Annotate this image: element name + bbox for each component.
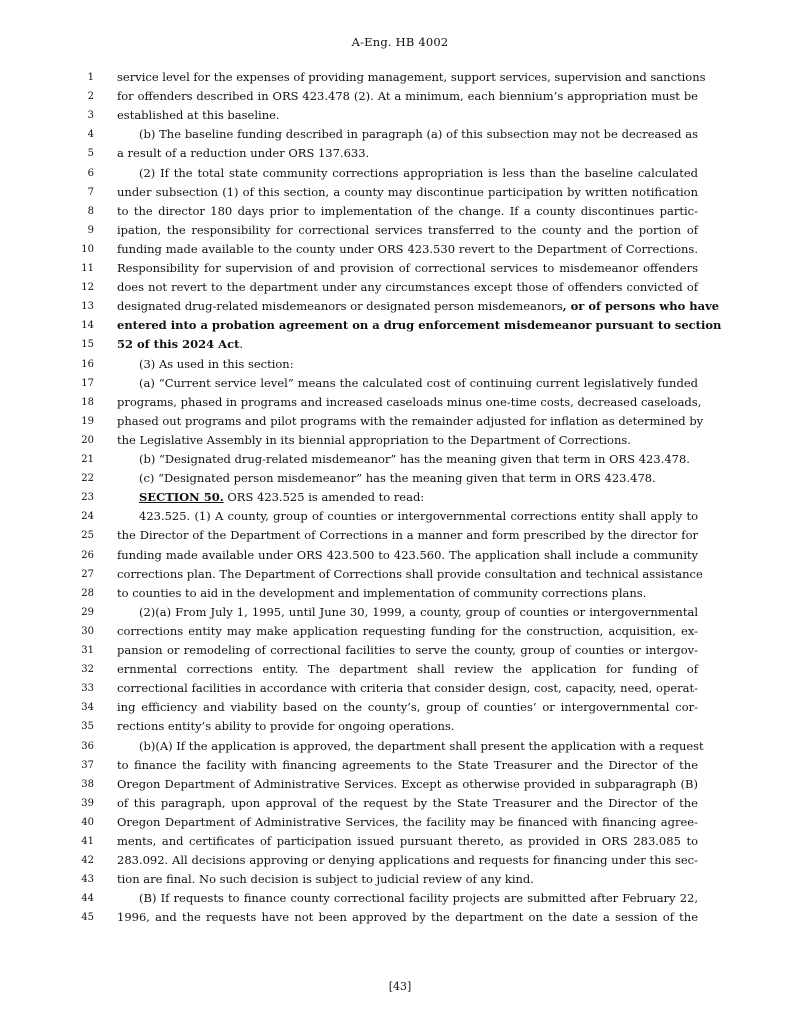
line-number: 4 <box>87 129 94 141</box>
line-number: 30 <box>81 625 94 637</box>
line-number: 13 <box>81 301 94 313</box>
line-number: 33 <box>81 683 94 695</box>
document-line <box>0 737 800 756</box>
line-text: (b) The baseline funding described in paragraph (a) of this subsection may not be decreased as <box>139 127 698 142</box>
document-line <box>0 393 800 412</box>
document-line <box>0 717 800 736</box>
line-number: 34 <box>81 702 94 714</box>
line-text: (2)(a) From July 1, 1995, until June 30, 1999, a county, group of counties or intergovernmental <box>139 604 698 619</box>
line-text: for offenders described in ORS 423.478 (2). At a minimum, each biennium’s appropriation must be <box>117 89 698 104</box>
document-line <box>0 335 800 354</box>
document-line <box>0 908 800 927</box>
document-line <box>0 660 800 679</box>
line-text: to counties to aid in the development and implementation of community corrections plans. <box>117 585 647 600</box>
line-number: 1 <box>87 72 94 83</box>
line-text: corrections entity may make application requesting funding for the construction, acquisition, ex- <box>117 623 698 638</box>
document-line <box>0 526 800 545</box>
line-text: Oregon Department of Administrative Services. Except as otherwise provided in subparagraph (B) <box>117 776 698 791</box>
document-line <box>0 565 800 584</box>
line-number: 22 <box>81 473 94 485</box>
document-line <box>0 698 800 717</box>
line-number: 40 <box>81 816 94 828</box>
line-number: 44 <box>81 893 94 905</box>
line-number: 45 <box>81 912 94 924</box>
line-number: 32 <box>81 664 94 676</box>
document-line <box>0 355 800 374</box>
line-text: (c) “Designated person misdemeanor” has the meaning given that term in ORS 423.478. <box>139 471 656 486</box>
line-number: 27 <box>81 568 94 580</box>
document-line <box>0 125 800 144</box>
line-text: SECTION 50. ORS 423.525 is amended to read: <box>139 490 425 505</box>
line-number: 31 <box>81 645 94 656</box>
line-number: 7 <box>87 186 94 198</box>
line-text: established at this baseline. <box>117 108 280 123</box>
document-line <box>0 316 800 335</box>
line-text: ments, and certificates of participation issued pursuant thereto, as provided in ORS 283.085 to <box>117 834 698 848</box>
line-number: 36 <box>81 740 94 752</box>
document-line <box>0 507 800 526</box>
document-line <box>0 68 800 87</box>
line-text: funding made available to the county under ORS 423.530 revert to the Department of Corrections. <box>117 241 698 256</box>
document-line <box>0 679 800 698</box>
line-number: 28 <box>81 587 94 599</box>
line-number: 23 <box>81 492 94 504</box>
line-text: to the director 180 days prior to implementation of the change. If a county discontinues partic- <box>117 203 698 218</box>
line-number: 38 <box>81 778 94 790</box>
line-text: pansion or remodeling of correctional facilities to serve the county, group of counties or intergov- <box>117 643 698 657</box>
line-number: 26 <box>81 549 94 561</box>
document-line <box>0 450 800 469</box>
line-number: 25 <box>81 530 94 542</box>
line-text: (B) If requests to finance county correctional facility projects are submitted after February 22, <box>139 891 698 906</box>
document-line <box>0 431 800 450</box>
line-number: 6 <box>87 167 94 179</box>
line-number: 8 <box>87 205 94 217</box>
document-line <box>0 469 800 488</box>
line-text: tion are final. No such decision is subject to judicial review of any kind. <box>117 872 534 887</box>
document-line <box>0 106 800 125</box>
line-number: 10 <box>81 243 94 255</box>
line-text: 52 of this 2024 Act. <box>117 337 244 352</box>
document-line <box>0 870 800 889</box>
line-number: 29 <box>81 606 94 618</box>
document-line <box>0 164 800 183</box>
line-text: phased out programs and pilot programs with the remainder adjusted for inflation as determined by <box>117 413 704 428</box>
line-text: programs, phased in programs and increased caseloads minus one-time costs, decreased caseloads, <box>117 394 702 409</box>
line-number: 14 <box>81 320 94 332</box>
line-text: (2) If the total state community corrections appropriation is less than the baseline calculated <box>139 165 698 180</box>
line-number: 35 <box>81 721 94 733</box>
document-line <box>0 183 800 202</box>
document-line <box>0 889 800 908</box>
document-line <box>0 622 800 641</box>
document-line <box>0 775 800 794</box>
document-line <box>0 221 800 240</box>
line-text: 1996, and the requests have not been approved by the department on the date a session of the <box>117 910 698 925</box>
document-line <box>0 851 800 870</box>
document-line <box>0 813 800 832</box>
line-number: 12 <box>81 282 94 294</box>
line-number: 42 <box>81 855 94 867</box>
line-number: 17 <box>81 377 94 389</box>
line-text: funding made available under ORS 423.500 to 423.560. The application shall include a community <box>117 547 698 562</box>
line-text: (b) “Designated drug-related misdemeanor” has the meaning given that term in ORS 423.478. <box>139 452 690 466</box>
line-text: rections entity’s ability to provide for ongoing operations. <box>117 719 455 734</box>
document-line <box>0 641 800 660</box>
page-header: A-Eng. HB 4002 <box>351 35 449 49</box>
line-text: (a) “Current service level” means the calculated cost of continuing current legislatively funded <box>139 375 698 390</box>
document-line <box>0 144 800 163</box>
document-line <box>0 794 800 813</box>
line-text: to finance the facility with financing agreements to the State Treasurer and the Director of the <box>117 757 698 772</box>
line-text: service level for the expenses of providing management, support services, supervision and sanctions <box>117 70 706 84</box>
line-number: 37 <box>81 759 94 771</box>
document-line <box>0 297 800 316</box>
document-line <box>0 546 800 565</box>
line-number: 20 <box>81 434 94 446</box>
line-text: a result of a reduction under ORS 137.633. <box>117 146 370 161</box>
document-line <box>0 374 800 393</box>
line-number: 3 <box>87 110 94 122</box>
line-text: does not revert to the department under any circumstances except those of offenders convicted of <box>117 280 698 295</box>
line-number: 21 <box>81 454 94 465</box>
line-text: Responsibility for supervision of and provision of correctional services to misdemeanor offenders <box>117 261 698 275</box>
line-number: 2 <box>87 91 94 103</box>
line-text: under subsection (1) of this section, a county may discontinue participation by written notification <box>117 184 698 199</box>
line-number: 5 <box>87 148 94 160</box>
line-text: the Director of the Department of Corrections in a manner and form prescribed by the director for <box>117 528 698 543</box>
line-text: ipation, the responsibility for correctional services transferred to the county and the portion of <box>117 222 698 237</box>
document-line <box>0 832 800 851</box>
line-text: (b)(A) If the application is approved, the department shall present the application with a request <box>139 738 704 753</box>
document-line <box>0 584 800 603</box>
line-number: 43 <box>81 874 94 886</box>
line-number: 11 <box>81 263 94 274</box>
line-number: 41 <box>81 836 94 847</box>
document-line <box>0 488 800 507</box>
line-number: 39 <box>81 797 94 809</box>
line-number: 18 <box>81 396 94 408</box>
line-text: correctional facilities in accordance with criteria that consider design, cost, capacity, need, operat- <box>117 681 698 696</box>
line-number: 9 <box>87 224 94 236</box>
line-number: 24 <box>81 511 94 523</box>
line-number: 15 <box>81 339 94 351</box>
line-text: ernmental corrections entity. The department shall review the application for funding of <box>117 662 698 677</box>
document-line <box>0 202 800 221</box>
line-text: the Legislative Assembly in its biennial appropriation to the Department of Corrections. <box>117 432 631 447</box>
line-text: (3) As used in this section: <box>139 356 294 371</box>
document-line <box>0 259 800 278</box>
line-text: ing efficiency and viability based on the county’s, group of counties’ or intergovernmental cor- <box>117 700 698 715</box>
line-text: of this paragraph, upon approval of the request by the State Treasurer and the Director of the <box>117 795 698 810</box>
document-line <box>0 412 800 431</box>
line-text: 283.092. All decisions approving or denying applications and requests for financing under this sec- <box>117 853 698 868</box>
document-line <box>0 278 800 297</box>
line-number: 19 <box>81 415 94 427</box>
line-text: entered into a probation agreement on a drug enforcement misdemeanor pursuant to section <box>117 318 722 333</box>
document-line <box>0 87 800 106</box>
document-line <box>0 603 800 622</box>
page-number: [43] <box>388 980 412 993</box>
line-text: corrections plan. The Department of Corrections shall provide consultation and technical assistance <box>117 566 703 581</box>
line-number: 16 <box>81 358 94 370</box>
line-text: designated drug-related misdemeanors or designated person misdemeanors, or of persons who have <box>117 299 720 314</box>
document-line <box>0 240 800 259</box>
document-line <box>0 756 800 775</box>
line-text: Oregon Department of Administrative Services, the facility may be financed with financing agree- <box>117 814 698 829</box>
line-text: 423.525. (1) A county, group of counties or intergovernmental corrections entity shall apply to <box>139 509 698 524</box>
